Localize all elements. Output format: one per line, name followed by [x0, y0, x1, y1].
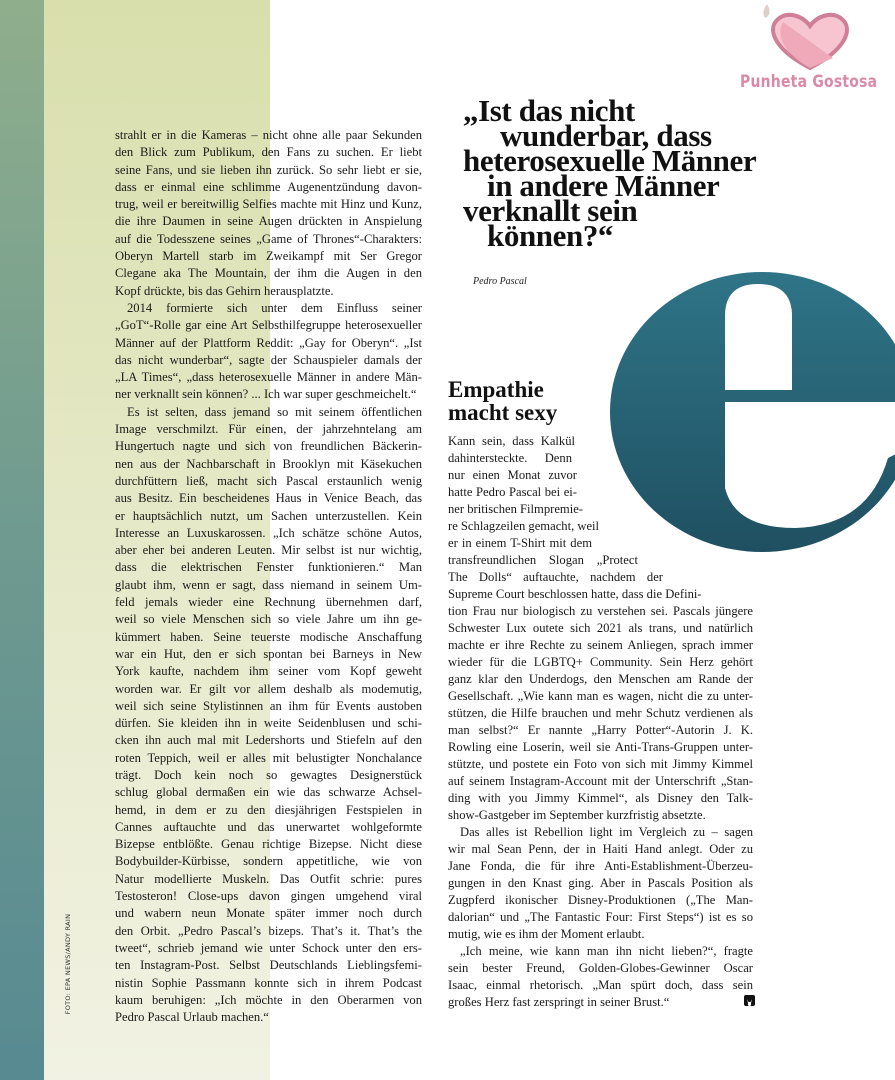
text-line: Testosteron! Close-ups davon gingen umgehend viral: [115, 889, 422, 904]
text-line: hemd, in dem er zu den diesjährigen Festspielen in: [115, 802, 422, 817]
text-line: Schwester Lux outete sich 2021 als trans, und natürlich: [448, 621, 753, 635]
text-line: schlug global dermaßen ein wie das schwarze Achsel-: [115, 785, 422, 800]
text-line: re Schlagzeilen gemacht, weil: [448, 519, 600, 533]
text-line: den Orbit. „Pedro Pascal’s bizeps. That’s it. That’s the: [115, 923, 422, 938]
text-line: trug, weil er bereitwillig Selfies machte mit Hinz und Kunz,: [115, 197, 422, 212]
text-line: Rowling eine Loserin, weil sie Anti-Trans-Gruppen unter-: [448, 740, 753, 754]
text-line: Clegane aka The Mountain, der ihm die Augen in den: [115, 266, 422, 281]
text-line: aus Besitz. Ein bescheidenes Haus in Venice Beach, das: [115, 491, 422, 506]
text-line: Kann sein, dass Kalkül: [448, 434, 575, 448]
text-line: „LA Times“, „dass heterosexuelle Männer in andere Män-: [115, 370, 422, 385]
text-line: machte er ihre Rechte zu seinem Anliegen, sprach immer: [448, 638, 753, 652]
pull-quote-line: können?“: [487, 218, 614, 253]
pull-quote-line: verknallt sein: [463, 193, 638, 228]
text-line: auf seinem Instagram-Account mit der Unterschrift „Stan-: [448, 774, 753, 788]
text-line: Interesse an Luxuskarossen. „Ich schätze schöne Autos,: [115, 525, 422, 540]
text-line: die ihre Daumen in seine Augen drückten in Anspielung: [115, 214, 422, 229]
text-line: Oberyn Martell starb im Zweikampf mit Ser Gregor: [115, 249, 422, 264]
text-line: Isaac, einmal rhetorisch. „Man spürt doch, dass sein: [448, 978, 753, 992]
text-line: ten Instagram-Post. Selbst Deutschlands Lieblingsfemi-: [115, 958, 422, 973]
text-line: Cannes auftauchte und das unerwartet wohlgeformte: [115, 819, 422, 834]
text-line: Jane Fonda, die für ihre Anti-Establishment-Überzeu-: [448, 859, 753, 873]
text-line: aber eher bei anderen Leuten. Mir selbst ist nur wichtig,: [115, 543, 422, 558]
text-line: Männer auf der Plattform Reddit: „Gay for Oberyn“. „Ist: [115, 335, 422, 350]
text-line: den Blick zum Publikum, den Fans zu suchen. Er liebt: [115, 145, 422, 160]
text-line: gungen in den Knast ging. Aber in Pascals Position als: [448, 876, 753, 890]
pull-quote-line: heterosexuelle Männer: [463, 143, 757, 178]
text-line: ganz klar den Underdogs, den Menschen am Rande der: [448, 672, 753, 686]
pull-quote: [463, 93, 757, 253]
text-line: weil sich seine Stylistinnen an ihm für Events austoben: [115, 698, 422, 713]
photo-credit: FOTO: EPA NEWS/ANDY RAIN: [64, 913, 72, 1015]
section-heading: [448, 378, 557, 424]
text-line: seine Fans, und sie lieben ihn zurück. So sehr liebt er sie,: [115, 162, 422, 177]
pull-quote-line: in andere Männer: [487, 168, 720, 203]
text-line: nistin Sophie Passmann konnte sich in ihrem Podcast: [115, 975, 422, 990]
text-line: Gesellschaft. „Wie kann man es wagen, nicht die zu unter-: [448, 689, 753, 703]
text-line: Image verschmilzt. Für einen, der jahrzehntelang am: [115, 422, 422, 437]
text-line: dahintersteckte. Denn: [448, 451, 572, 465]
text-line: The Dolls“ auftauchte, nachdem der: [448, 570, 663, 584]
text-line: tweet“, schrieb jemand wie unter Schock unter den ers-: [115, 940, 422, 955]
text-line: dalorian“ und „The Fantastic Four: First Steps“) ist es so: [448, 910, 753, 924]
section-heading-line: macht sexy: [448, 400, 558, 425]
text-line: stützen, die Hilfe brauchen und mehr Schutz verdienen als: [448, 706, 753, 720]
text-line: durchfüttern ließ, macht sich Pascal erstaunlich wenig: [115, 473, 422, 488]
text-line: dass er einmal eine schlimme Augenentzündung davon-: [115, 179, 422, 194]
text-line: wieder für die LGBTQ+ Community. Sein Herz gehört: [448, 655, 753, 669]
text-line: transfreundlichen Slogan „Protect: [448, 553, 638, 567]
text-line: Zugpferd ikonischer Disney-Produktionen („The Man-: [448, 893, 753, 907]
text-line: auf die Todesszene seines „Game of Thrones“-Charakters:: [115, 231, 422, 246]
text-line: Kopf drückte, bis das Gehirn herausplatzte.: [115, 283, 334, 298]
right-text-column: [448, 433, 753, 1011]
text-line: stützte, und postete ein Foto von sich mit Jimmy Kimmel: [448, 757, 753, 771]
text-line: ner britischen Filmpremie-: [448, 502, 583, 516]
pull-quote-line: wunderbar, dass: [500, 118, 712, 153]
text-line: Hungertuch nagte und sich von freundlichen Bäckerin-: [115, 439, 422, 454]
text-line: dürfen. Sie kleiden ihn in weite Seidenblusen und schi-: [115, 716, 422, 731]
text-line: sein bester Freund, Golden-Globes-Gewinner Oscar: [448, 961, 753, 975]
text-line: großes Herz fast zerspringt in seiner Brust.“: [448, 995, 670, 1009]
text-line: und wabern neun Monate später immer noch durch: [115, 906, 422, 921]
text-line: ding with you Jimmy Kimmel“, als Disney den Talk-: [448, 791, 753, 805]
text-line: „GoT“-Rolle gar eine Art Selbsthilfegruppe heterosexueller: [115, 318, 422, 333]
text-line: strahlt er in die Kameras – nicht ohne alle paar Sekunden: [115, 128, 422, 142]
text-line: Pedro Pascal Urlaub machen.“: [115, 1010, 269, 1025]
text-line: wir mal Sean Penn, der in Haiti Hand anlegt. Oder zu: [448, 842, 753, 856]
text-line: Es ist selten, dass jemand so mit seinem öffentlichen: [127, 404, 422, 419]
text-line: nen aus der Nachbarschaft in Brooklyn mit Käsekuchen: [115, 456, 422, 471]
text-line: cken ihn auch mal mit Ledershorts und Stiefeln auf den: [115, 733, 422, 748]
text-line: glaubt ihm, wenn er sagt, dass niemand in seinem Um-: [115, 577, 422, 592]
text-line: „Ich meine, wie kann man ihn nicht lieben?“, fragte: [460, 944, 753, 958]
text-line: 2014 formierte sich unter dem Einfluss seiner: [127, 300, 422, 315]
text-line: Supreme Court beschlossen hatte, dass die Defini-: [448, 587, 702, 601]
bunny-icon: [744, 995, 755, 1006]
text-line: nur einen Monat zuvor: [448, 468, 577, 482]
text-line: er in einem T-Shirt mit dem: [448, 536, 592, 550]
text-line: worden war. Er gilt vor allem deshalb als modemutig,: [115, 681, 422, 696]
text-line: ner verknallt sein können? ... Ich war super geschmeichelt.“: [115, 387, 417, 402]
text-line: man selbst?“ Er nannte „Harry Potter“-Autorin J. K.: [448, 723, 753, 737]
text-line: war ein Hut, den er sich spontan bei Barneys in New: [115, 646, 422, 661]
text-line: feld jemals wieder eine Rechnung übernehmen darf,: [115, 595, 422, 610]
quote-attribution: Pedro Pascal: [473, 276, 527, 287]
text-line: das nicht wunderbar“, sagte der Schauspieler damals der: [115, 352, 422, 367]
text-line: show-Gastgeber im September kurzfristig absetzte.: [448, 808, 706, 822]
text-line: York kaufte, nachdem ihm seiner vom Kopf geweht: [115, 664, 422, 679]
text-line: hatte Pedro Pascal bei ei-: [448, 485, 577, 499]
text-line: kümmert haben. Seine teuerste modische Anschaffung: [115, 629, 422, 644]
left-text-column: [115, 127, 422, 1026]
text-line: mutig, wie es ihm der Moment erlaubt.: [448, 927, 645, 941]
text-line: trägt. Doch kein noch so gewagtes Designerstück: [115, 767, 422, 782]
text-line: roten Teppich, weil er alles mit belustigter Nonchalance: [115, 750, 422, 765]
text-line: Natur modellierte Muskeln. Das Outfit schrie: pures: [115, 871, 422, 886]
text-line: kaum beruhigen: „Ich möchte in den Oberarmen von: [115, 992, 422, 1007]
text-line: Bodybuilder-Kürbisse, sondern appetitliche, wie von: [115, 854, 422, 869]
text-line: weil so viele Menschen sich so viele Jahre um ihn ge-: [115, 612, 422, 627]
pull-quote-line: „Ist das nicht: [463, 93, 635, 128]
text-line: dass die elektrischen Fenster funktionieren.“ Man: [115, 560, 422, 575]
text-line: er hauptsächlich nutzt, um Sachen unterzustellen. Kein: [115, 508, 422, 523]
text-line: Bizepse entblößte. Genau richtige Bizepse. Nicht diese: [115, 837, 422, 852]
watermark-text: Punheta Gostosa: [740, 72, 878, 92]
section-heading-line: Empathie: [448, 377, 544, 402]
text-line: Das alles ist Rebellion light im Vergleich zu – sagen: [460, 825, 753, 839]
text-line: tion Frau nur biologisch zu verstehen sei. Pascals jüngere: [448, 604, 753, 618]
